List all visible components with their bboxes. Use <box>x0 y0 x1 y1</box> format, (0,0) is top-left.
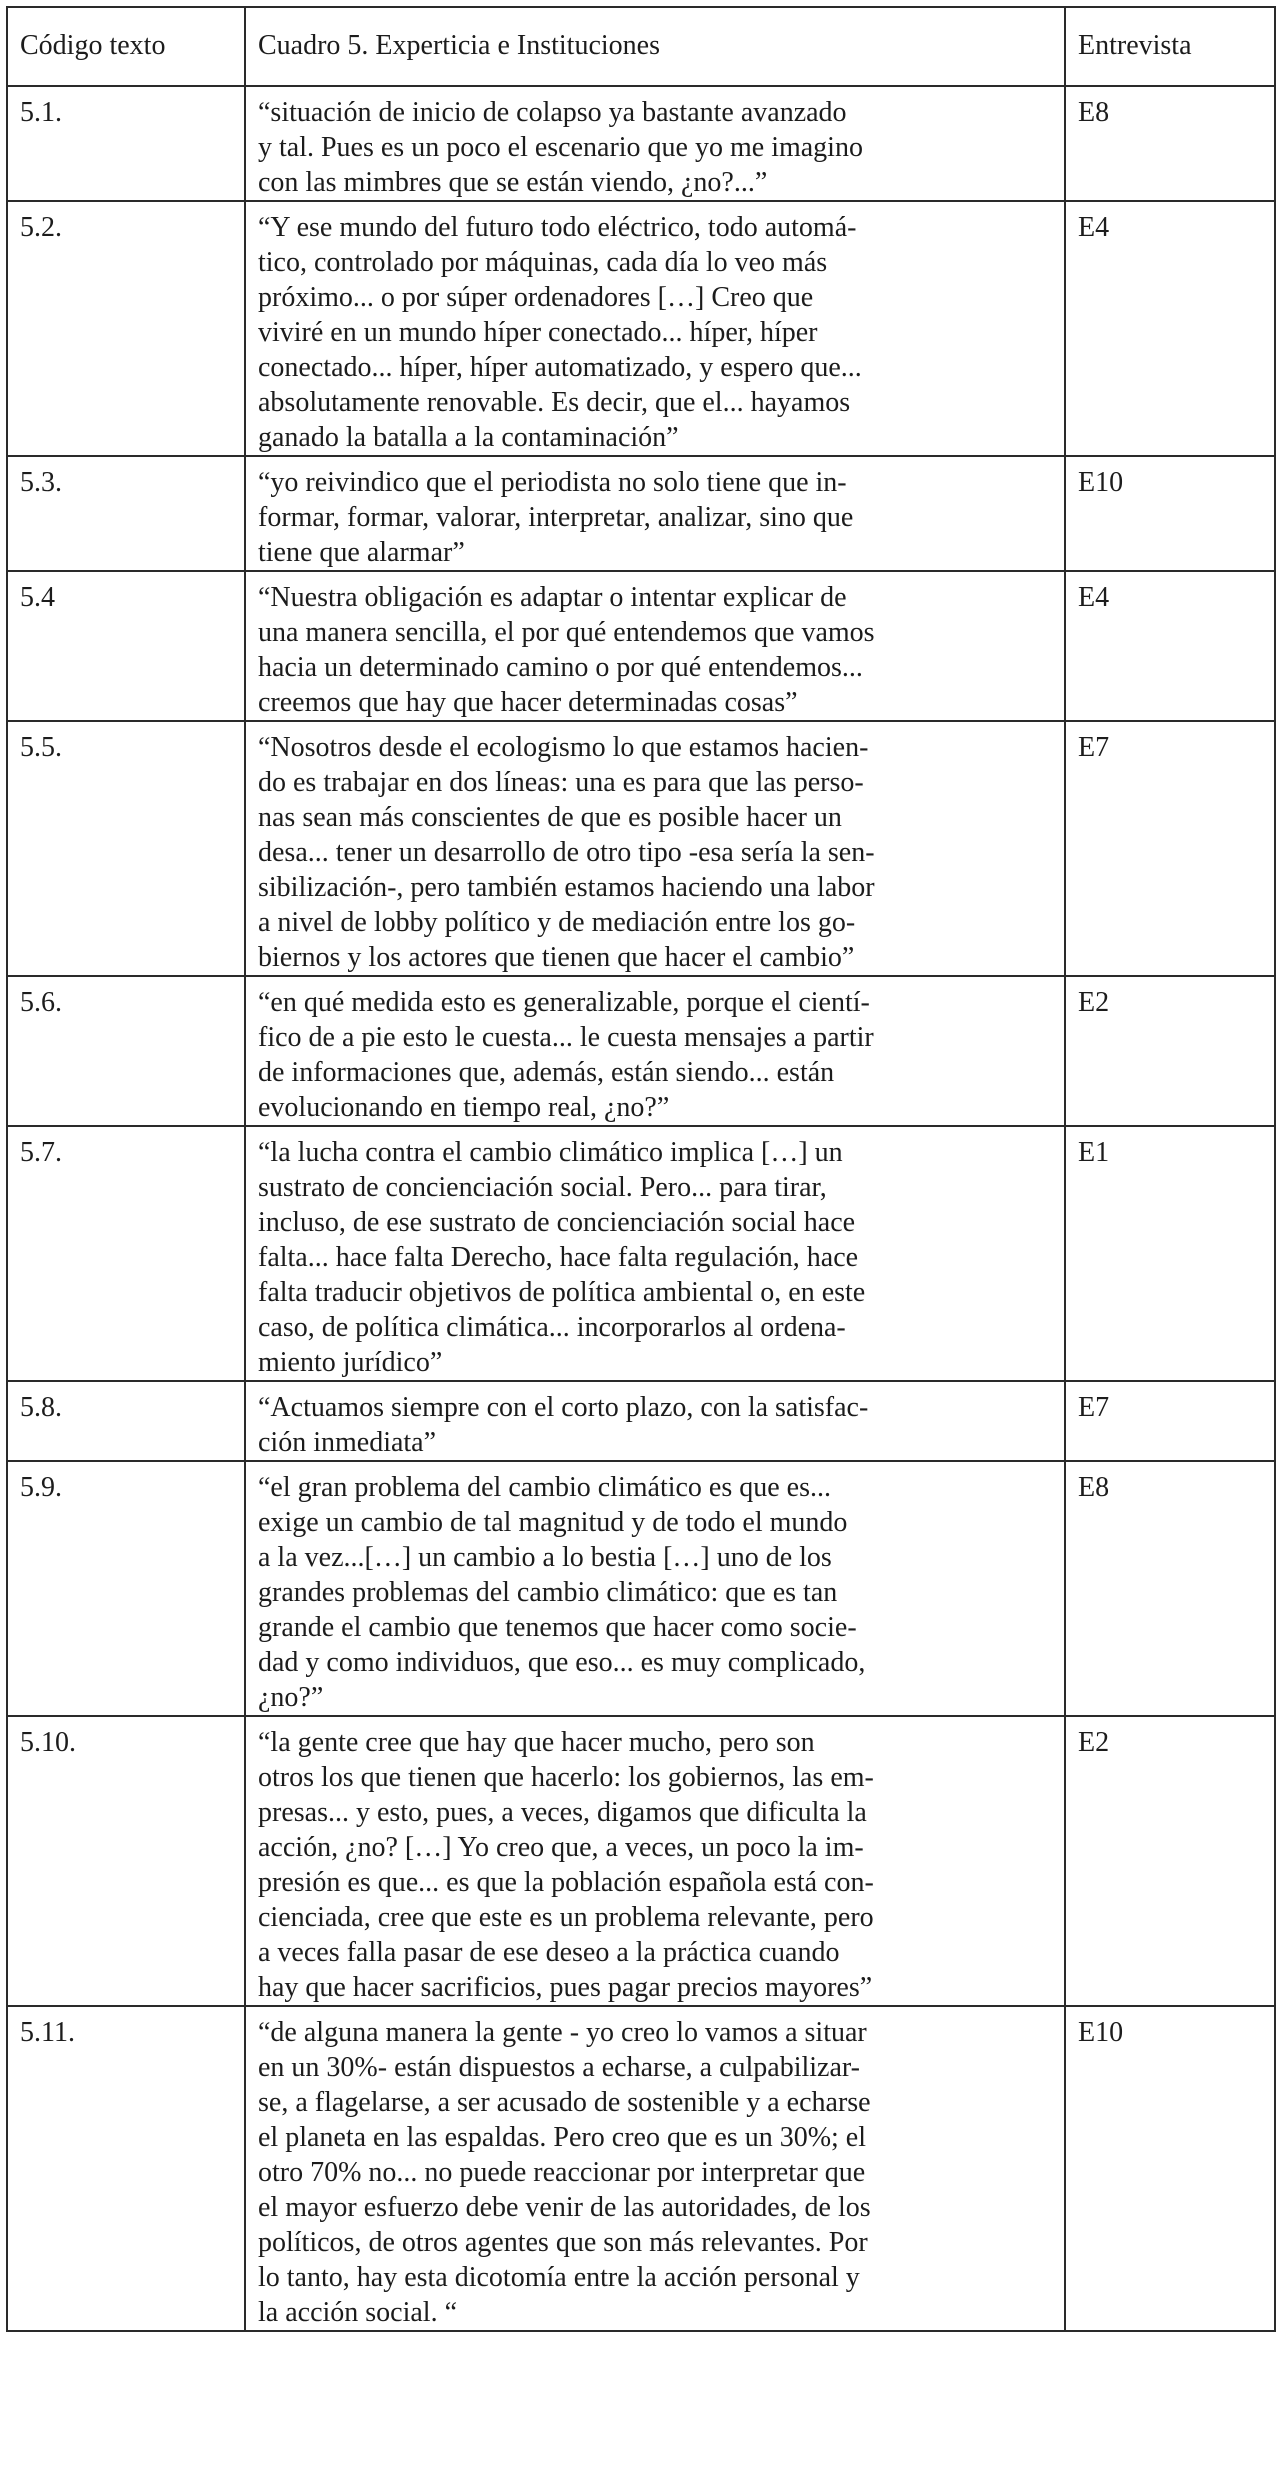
quote-line: evolucionando en tiempo real, ¿no?” <box>258 1092 670 1123</box>
quote-line: ganado la batalla a la contaminación” <box>258 422 679 453</box>
row-code: 5.11. <box>7 2006 245 2331</box>
quote-line: nas sean más conscientes de que es posible hacer un <box>258 802 842 833</box>
quote-line: políticos, de otros agentes que son más relevantes. Por <box>258 2227 868 2258</box>
quote-line: miento jurídico” <box>258 1347 443 1378</box>
quote-line: tico, controlado por máquinas, cada día lo veo más <box>258 247 828 278</box>
quote-line: creemos que hay que hacer determinadas cosas” <box>258 687 798 718</box>
row-interview: E7 <box>1065 1381 1275 1461</box>
row-quote <box>245 1381 1065 1461</box>
quote-line: biernos y los actores que tienen que hacer el cambio” <box>258 942 855 973</box>
quote-line: otro 70% no... no puede reaccionar por interpretar que <box>258 2157 866 2188</box>
quote-line: conectado... híper, híper automatizado, y espero que... <box>258 352 862 383</box>
row-quote <box>245 201 1065 456</box>
row-code: 5.6. <box>7 976 245 1126</box>
quote-line: el planeta en las espaldas. Pero creo que es un 30%; el <box>258 2122 867 2153</box>
table-row <box>7 976 1275 1126</box>
quote-line: “yo reivindico que el periodista no solo tiene que in- <box>258 467 847 498</box>
row-quote <box>245 1461 1065 1716</box>
quote-line: ¿no?” <box>258 1682 324 1713</box>
quote-line: hay que hacer sacrificios, pues pagar precios mayores” <box>258 1972 873 2003</box>
row-quote <box>245 456 1065 571</box>
quote-line: sustrato de concienciación social. Pero... para tirar, <box>258 1172 827 1203</box>
table-row <box>7 571 1275 721</box>
row-quote <box>245 86 1065 201</box>
quote-line: acción, ¿no? […] Yo creo que, a veces, un poco la im- <box>258 1832 864 1863</box>
row-interview: E1 <box>1065 1126 1275 1381</box>
quote-line: falta... hace falta Derecho, hace falta regulación, hace <box>258 1242 859 1273</box>
row-code: 5.8. <box>7 1381 245 1461</box>
quote-line: exige un cambio de tal magnitud y de todo el mundo <box>258 1507 848 1538</box>
quote-line: dad y como individuos, que eso... es muy complicado, <box>258 1647 866 1678</box>
quote-line: do es trabajar en dos líneas: una es para que las perso- <box>258 767 864 798</box>
quote-line: tiene que alarmar” <box>258 537 465 568</box>
quote-line: presas... y esto, pues, a veces, digamos que dificulta la <box>258 1797 867 1828</box>
header-code: Código texto <box>7 7 245 86</box>
quote-line: “Nosotros desde el ecologismo lo que estamos hacien- <box>258 732 869 763</box>
quote-line: ción inmediata” <box>258 1427 437 1458</box>
quote-line: hacia un determinado camino o por qué entendemos... <box>258 652 863 683</box>
row-quote <box>245 571 1065 721</box>
table-row <box>7 456 1275 571</box>
row-interview: E4 <box>1065 571 1275 721</box>
quote-line: una manera sencilla, el por qué entendemos que vamos <box>258 617 875 648</box>
table-row <box>7 1716 1275 2006</box>
row-code: 5.7. <box>7 1126 245 1381</box>
row-interview: E10 <box>1065 456 1275 571</box>
quote-line: caso, de política climática... incorporarlos al ordena- <box>258 1312 846 1343</box>
header-interview: Entrevista <box>1065 7 1275 86</box>
row-code: 5.5. <box>7 721 245 976</box>
row-interview: E4 <box>1065 201 1275 456</box>
quote-line: sibilización-, pero también estamos haciendo una labor <box>258 872 875 903</box>
quote-line: a veces falla pasar de ese deseo a la práctica cuando <box>258 1937 840 1968</box>
quote-line: la acción social. “ <box>258 2297 458 2328</box>
quote-line: con las mimbres que se están viendo, ¿no?...” <box>258 167 768 198</box>
table-row <box>7 1126 1275 1381</box>
row-interview: E2 <box>1065 976 1275 1126</box>
row-code: 5.10. <box>7 1716 245 2006</box>
table-row <box>7 201 1275 456</box>
quote-line: “la lucha contra el cambio climático implica […] un <box>258 1137 843 1168</box>
row-quote <box>245 976 1065 1126</box>
quote-line: absolutamente renovable. Es decir, que el... hayamos <box>258 387 851 418</box>
row-code: 5.4 <box>7 571 245 721</box>
quote-line: fico de a pie esto le cuesta... le cuesta mensajes a partir <box>258 1022 874 1053</box>
row-quote <box>245 1716 1065 2006</box>
table-row <box>7 1381 1275 1461</box>
quote-line: “Nuestra obligación es adaptar o intentar explicar de <box>258 582 847 613</box>
quote-line: otros los que tienen que hacerlo: los gobiernos, las em- <box>258 1762 874 1793</box>
row-interview: E7 <box>1065 721 1275 976</box>
quote-line: desa... tener un desarrollo de otro tipo -esa sería la sen- <box>258 837 875 868</box>
row-interview: E8 <box>1065 86 1275 201</box>
row-interview: E2 <box>1065 1716 1275 2006</box>
quote-line: viviré en un mundo híper conectado... híper, híper <box>258 317 818 348</box>
table-row <box>7 721 1275 976</box>
table-row <box>7 86 1275 201</box>
quote-line: lo tanto, hay esta dicotomía entre la acción personal y <box>258 2262 860 2293</box>
quote-line: “el gran problema del cambio climático es que es... <box>258 1472 832 1503</box>
quote-line: “la gente cree que hay que hacer mucho, pero son <box>258 1727 815 1758</box>
row-code: 5.3. <box>7 456 245 571</box>
table-header-row <box>7 7 1275 86</box>
row-code: 5.9. <box>7 1461 245 1716</box>
quote-line: “Actuamos siempre con el corto plazo, con la satisfac- <box>258 1392 869 1423</box>
row-interview: E8 <box>1065 1461 1275 1716</box>
quote-line: “en qué medida esto es generalizable, porque el cientí- <box>258 987 870 1018</box>
quote-line: se, a flagelarse, a ser acusado de sostenible y a echarse <box>258 2087 871 2118</box>
quote-line: “situación de inicio de colapso ya bastante avanzado <box>258 97 847 128</box>
table-row <box>7 1461 1275 1716</box>
header-quote: Cuadro 5. Experticia e Instituciones <box>245 7 1065 86</box>
row-code: 5.1. <box>7 86 245 201</box>
quotes-table <box>6 6 1276 2332</box>
quote-line: “de alguna manera la gente - yo creo lo vamos a situar <box>258 2017 867 2048</box>
row-quote <box>245 2006 1065 2331</box>
quote-line: cienciada, cree que este es un problema relevante, pero <box>258 1902 874 1933</box>
quote-line: a nivel de lobby político y de mediación entre los go- <box>258 907 856 938</box>
quote-line: formar, formar, valorar, interpretar, analizar, sino que <box>258 502 854 533</box>
quote-line: próximo... o por súper ordenadores […] Creo que <box>258 282 814 313</box>
quote-line: de informaciones que, además, están siendo... están <box>258 1057 835 1088</box>
quote-line: grandes problemas del cambio climático: que es tan <box>258 1577 838 1608</box>
row-interview: E10 <box>1065 2006 1275 2331</box>
quote-line: falta traducir objetivos de política ambiental o, en este <box>258 1277 866 1308</box>
quote-line: y tal. Pues es un poco el escenario que yo me imagino <box>258 132 863 163</box>
row-quote <box>245 721 1065 976</box>
quote-line: a la vez...[…] un cambio a lo bestia […] uno de los <box>258 1542 832 1573</box>
row-quote <box>245 1126 1065 1381</box>
quote-line: grande el cambio que tenemos que hacer como socie- <box>258 1612 857 1643</box>
quote-line: en un 30%- están dispuestos a echarse, a culpabilizar- <box>258 2052 860 2083</box>
row-code: 5.2. <box>7 201 245 456</box>
quote-line: incluso, de ese sustrato de concienciación social hace <box>258 1207 856 1238</box>
quote-line: presión es que... es que la población española está con- <box>258 1867 874 1898</box>
quote-line: “Y ese mundo del futuro todo eléctrico, todo automá- <box>258 212 857 243</box>
quote-line: el mayor esfuerzo debe venir de las autoridades, de los <box>258 2192 871 2223</box>
table-row <box>7 2006 1275 2331</box>
